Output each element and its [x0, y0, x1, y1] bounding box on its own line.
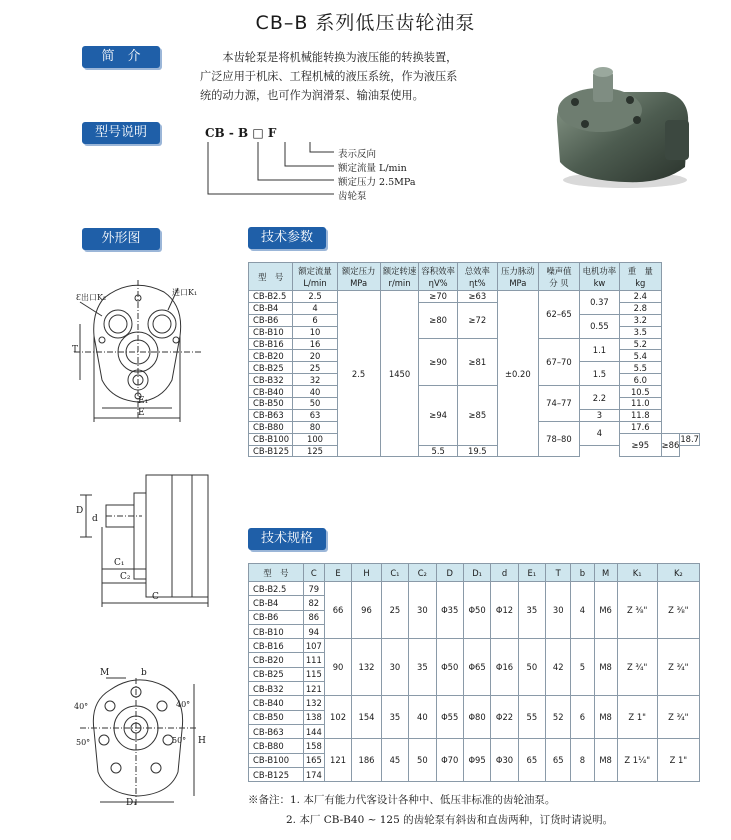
cell-pulse: ±0.20	[497, 291, 538, 457]
cell-flow: 20	[293, 350, 337, 362]
cell-b: 4	[571, 582, 594, 639]
cell-model: CB-B40	[249, 696, 304, 710]
cell-b: 8	[571, 739, 594, 782]
cell-k1: Z 1¹⁄₄"	[617, 739, 657, 782]
cell-speed: 1450	[380, 291, 419, 457]
cell-model: CB-B16	[249, 338, 293, 350]
cell-flow: 16	[293, 338, 337, 350]
note-line: ※备注：1. 本厂有能力代客设计各种中、低压非标准的齿轮油泵。	[248, 794, 556, 806]
th-c2: C₂	[409, 564, 436, 582]
cell-model: CB-B63	[249, 724, 304, 738]
cell-c: 121	[303, 682, 324, 696]
th-d-small: d	[491, 564, 518, 582]
th-k2: K₂	[657, 564, 699, 582]
label-h: H	[198, 736, 206, 746]
cell-model: CB-B80	[249, 421, 293, 433]
cell-c2: 30	[409, 582, 436, 639]
cell-power: 3	[579, 409, 619, 421]
intro-label: 简 介	[82, 46, 160, 68]
cell-weight: 11.8	[619, 409, 661, 421]
page-title: CB–B 系列低压齿轮油泵	[255, 12, 476, 34]
cell-c: 86	[303, 610, 324, 624]
th-model: 型 号	[249, 564, 304, 582]
label-d-small: d	[92, 514, 98, 524]
cell-c: 138	[303, 710, 324, 724]
label-c: C	[152, 592, 159, 602]
label-k2: Ɛ出口K₂	[76, 293, 107, 302]
th-t: T	[546, 564, 571, 582]
intro-text	[200, 48, 500, 105]
cell-e: 121	[324, 739, 351, 782]
label-50-right: 50°	[172, 736, 187, 745]
cell-vol-eff: ≥90	[419, 338, 457, 386]
cell-e: 66	[324, 582, 351, 639]
th-flow: 额定流量 L/min	[293, 263, 337, 291]
table-row	[249, 639, 700, 653]
cell-model: CB-B4	[249, 596, 304, 610]
cell-c2: 40	[409, 696, 436, 739]
cell-c1: 30	[381, 639, 408, 696]
cell-model: CB-B25	[249, 362, 293, 374]
cell-flow: 50	[293, 398, 337, 410]
cell-power: 4	[579, 421, 619, 445]
th-c: C	[303, 564, 324, 582]
cell-noise: 78–80	[538, 421, 579, 457]
cell-k2: Z ³⁄₄"	[657, 639, 699, 696]
label-e: E	[138, 408, 145, 418]
th-noise: 噪声值 分 贝	[538, 263, 579, 291]
cell-model: CB-B100	[249, 753, 304, 767]
cell-d: Φ70	[436, 739, 463, 782]
cell-weight: 6.0	[619, 374, 661, 386]
cell-model: CB-B10	[249, 624, 304, 638]
cell-c: 165	[303, 753, 324, 767]
label-t: T	[72, 345, 79, 355]
cell-d-small: Φ12	[491, 582, 518, 639]
cell-model: CB-B2.5	[249, 291, 293, 303]
cell-model: CB-B125	[249, 445, 293, 457]
cell-h: 132	[352, 639, 382, 696]
cell-weight: 3.5	[619, 326, 661, 338]
cell-flow: 4	[293, 302, 337, 314]
cell-c: 107	[303, 639, 324, 653]
label-d: D	[76, 506, 84, 516]
th-k1: K₁	[617, 564, 657, 582]
cell-model: CB-B32	[249, 374, 293, 386]
cell-t: 65	[546, 739, 571, 782]
cell-e1: 55	[518, 696, 545, 739]
tech-spec-table	[248, 563, 700, 782]
cell-model: CB-B125	[249, 767, 304, 781]
side-view-drawing	[72, 465, 222, 620]
cell-power: 5.5	[419, 445, 457, 457]
model-label: 型号说明	[82, 122, 160, 144]
cell-k2: Z 1"	[657, 739, 699, 782]
th-d: D	[436, 564, 463, 582]
note-line: 2. 本厂 CB-B40 ~ 125 的齿轮泵有斜齿和直齿两种，订货时请说明。	[286, 814, 614, 826]
cell-d1: Φ80	[463, 696, 490, 739]
label-c1: C₁	[114, 558, 125, 568]
cell-c1: 25	[381, 582, 408, 639]
cell-d: Φ50	[436, 639, 463, 696]
cell-b: 5	[571, 639, 594, 696]
cell-c1: 45	[381, 739, 408, 782]
cell-flow: 32	[293, 374, 337, 386]
model-legend-4: 齿轮泵	[338, 191, 367, 202]
cell-model: CB-B63	[249, 409, 293, 421]
cell-weight: 18.7	[680, 434, 699, 445]
cell-model: CB-B16	[249, 639, 304, 653]
pump-photo	[545, 62, 695, 192]
model-legend-3: 额定压力 2.5MPa	[338, 177, 416, 188]
cell-noise: 67–70	[538, 338, 579, 386]
cell-model: CB-B100	[249, 433, 293, 445]
outline-label: 外形图	[82, 228, 160, 250]
cell-model: CB-B4	[249, 302, 293, 314]
table-row	[249, 696, 700, 710]
cell-model: CB-B40	[249, 386, 293, 398]
cell-noise: 62–65	[538, 291, 579, 339]
cell-pressure: 2.5	[337, 291, 380, 457]
label-b: b	[141, 668, 147, 678]
cell-c2: 35	[409, 639, 436, 696]
th-pressure: 额定压力 MPa	[337, 263, 380, 291]
cell-flow: 6	[293, 314, 337, 326]
cell-vol-eff: ≥94	[419, 386, 457, 445]
cell-weight: 5.2	[619, 338, 661, 350]
cell-c2: 50	[409, 739, 436, 782]
cell-c: 82	[303, 596, 324, 610]
cell-t: 42	[546, 639, 571, 696]
cell-m: M6	[594, 582, 617, 639]
cell-power: 1.5	[579, 362, 619, 386]
cell-model: CB-B10	[249, 326, 293, 338]
cell-flow: 2.5	[293, 291, 337, 303]
cell-e1: 50	[518, 639, 545, 696]
cell-flow: 125	[293, 445, 337, 457]
th-speed: 额定转速 r/min	[380, 263, 419, 291]
label-40-left: 40°	[74, 702, 89, 711]
cell-d: Φ35	[436, 582, 463, 639]
model-code: CB - B □ F	[205, 126, 277, 140]
cell-d-small: Φ16	[491, 639, 518, 696]
cell-t: 30	[546, 582, 571, 639]
cell-c: 174	[303, 767, 324, 781]
th-pulse: 压力脉动 MPa	[497, 263, 538, 291]
intro-line: 本齿轮泵是将机械能转换为液压能的转换装置，	[222, 51, 458, 64]
cell-model: CB-B2.5	[249, 582, 304, 596]
model-legend-lines	[200, 138, 350, 208]
cell-flow: 10	[293, 326, 337, 338]
cell-vol-eff: ≥80	[419, 302, 457, 338]
label-d1: D₁	[126, 798, 137, 808]
cell-e1: 65	[518, 739, 545, 782]
cell-flow: 100	[293, 433, 337, 445]
cell-k2: Z ³⁄₈"	[657, 582, 699, 639]
cell-h: 186	[352, 739, 382, 782]
th-total-eff: 总效率 ηt%	[457, 263, 497, 291]
cell-weight: 2.8	[619, 302, 661, 314]
table-row	[249, 739, 700, 753]
cell-model: CB-B50	[249, 710, 304, 724]
tech-spec-label: 技术规格	[248, 528, 326, 550]
cell-model: CB-B6	[249, 314, 293, 326]
table-row	[249, 582, 700, 596]
th-e: E	[324, 564, 351, 582]
cell-m: M8	[594, 739, 617, 782]
cell-c: 79	[303, 582, 324, 596]
th-power: 电机功率 kw	[579, 263, 619, 291]
cell-model: CB-B6	[249, 610, 304, 624]
th-e1: E₁	[518, 564, 545, 582]
label-c2: C₂	[120, 572, 131, 582]
cell-c: 144	[303, 724, 324, 738]
notes	[248, 790, 613, 830]
cell-d-small: Φ22	[491, 696, 518, 739]
cell-c: 115	[303, 667, 324, 681]
cell-k1: Z 1"	[617, 696, 657, 739]
label-40-right: 40°	[176, 700, 191, 709]
model-legend-2: 额定流量 L/min	[338, 163, 407, 174]
cell-weight: 2.4	[619, 291, 661, 303]
th-h: H	[352, 564, 382, 582]
cell-k2: Z ³⁄₄"	[657, 696, 699, 739]
cell-weight: 5.5	[619, 362, 661, 374]
cell-e1: 35	[518, 582, 545, 639]
th-b: b	[571, 564, 594, 582]
cell-weight: 3.2	[619, 314, 661, 326]
cell-m: M8	[594, 696, 617, 739]
cell-d1: Φ50	[463, 582, 490, 639]
cell-model: CB-B25	[249, 667, 304, 681]
tech-params-table	[248, 262, 700, 457]
label-m: M	[100, 668, 110, 678]
cell-m: M8	[594, 639, 617, 696]
cell-weight: 17.6	[619, 421, 661, 433]
cell-h: 154	[352, 696, 382, 739]
cell-c: 111	[303, 653, 324, 667]
th-vol-eff: 容积效率 ηV%	[419, 263, 457, 291]
th-c1: C₁	[381, 564, 408, 582]
cell-total-eff: ≥85	[457, 386, 497, 445]
intro-line: 广泛应用于机床、工程机械的液压系统，作为液压系	[200, 70, 458, 83]
cell-power: 1.1	[579, 338, 619, 362]
intro-line: 统的动力源，也可作为润滑泵、输油泵使用。	[200, 89, 424, 102]
cell-weight: 10.5	[619, 386, 661, 398]
cell-t: 52	[546, 696, 571, 739]
cell-c: 94	[303, 624, 324, 638]
cell-model: CB-B80	[249, 739, 304, 753]
cell-flow: 63	[293, 409, 337, 421]
cell-h: 96	[352, 582, 382, 639]
th-weight: 重 量 kg	[619, 263, 661, 291]
cell-flow: 25	[293, 362, 337, 374]
th-m: M	[594, 564, 617, 582]
cell-weight: 11.0	[619, 398, 661, 410]
cell-flow: 80	[293, 421, 337, 433]
cell-k1: Z ³⁄₄"	[617, 639, 657, 696]
cell-noise: 74–77	[538, 386, 579, 422]
cell-vol-eff: ≥70	[419, 291, 457, 303]
cell-d-small: Φ30	[491, 739, 518, 782]
cell-total-eff: ≥86	[661, 433, 680, 457]
cell-model: CB-B32	[249, 682, 304, 696]
cell-vol-eff: ≥95	[619, 433, 661, 457]
cell-e: 90	[324, 639, 351, 696]
cell-total-eff: ≥63	[457, 291, 497, 303]
model-legend-1: 表示反向	[338, 149, 377, 160]
cell-total-eff: ≥81	[457, 338, 497, 386]
cell-weight: 19.5	[457, 445, 497, 457]
cell-d1: Φ95	[463, 739, 490, 782]
tech-params-label: 技术参数	[248, 227, 326, 249]
cell-power: 0.37	[579, 291, 619, 315]
cell-model: CB-B20	[249, 653, 304, 667]
cell-total-eff: ≥72	[457, 302, 497, 338]
cell-b: 6	[571, 696, 594, 739]
cell-k1: Z ³⁄₈"	[617, 582, 657, 639]
cell-c: 158	[303, 739, 324, 753]
cell-weight: 5.4	[619, 350, 661, 362]
cell-power: 0.55	[579, 314, 619, 338]
cell-model: CB-B20	[249, 350, 293, 362]
cell-d: Φ55	[436, 696, 463, 739]
cell-c: 132	[303, 696, 324, 710]
cell-d1: Φ65	[463, 639, 490, 696]
th-model: 型 号	[249, 263, 293, 291]
cell-flow: 40	[293, 386, 337, 398]
cell-e: 102	[324, 696, 351, 739]
cell-c1: 35	[381, 696, 408, 739]
label-e1: E₁	[138, 396, 149, 406]
label-50-left: 50°	[76, 738, 91, 747]
cell-power: 2.2	[579, 386, 619, 410]
cell-model: CB-B50	[249, 398, 293, 410]
th-d1: D₁	[463, 564, 490, 582]
label-k1: 进口K₁	[172, 288, 198, 297]
